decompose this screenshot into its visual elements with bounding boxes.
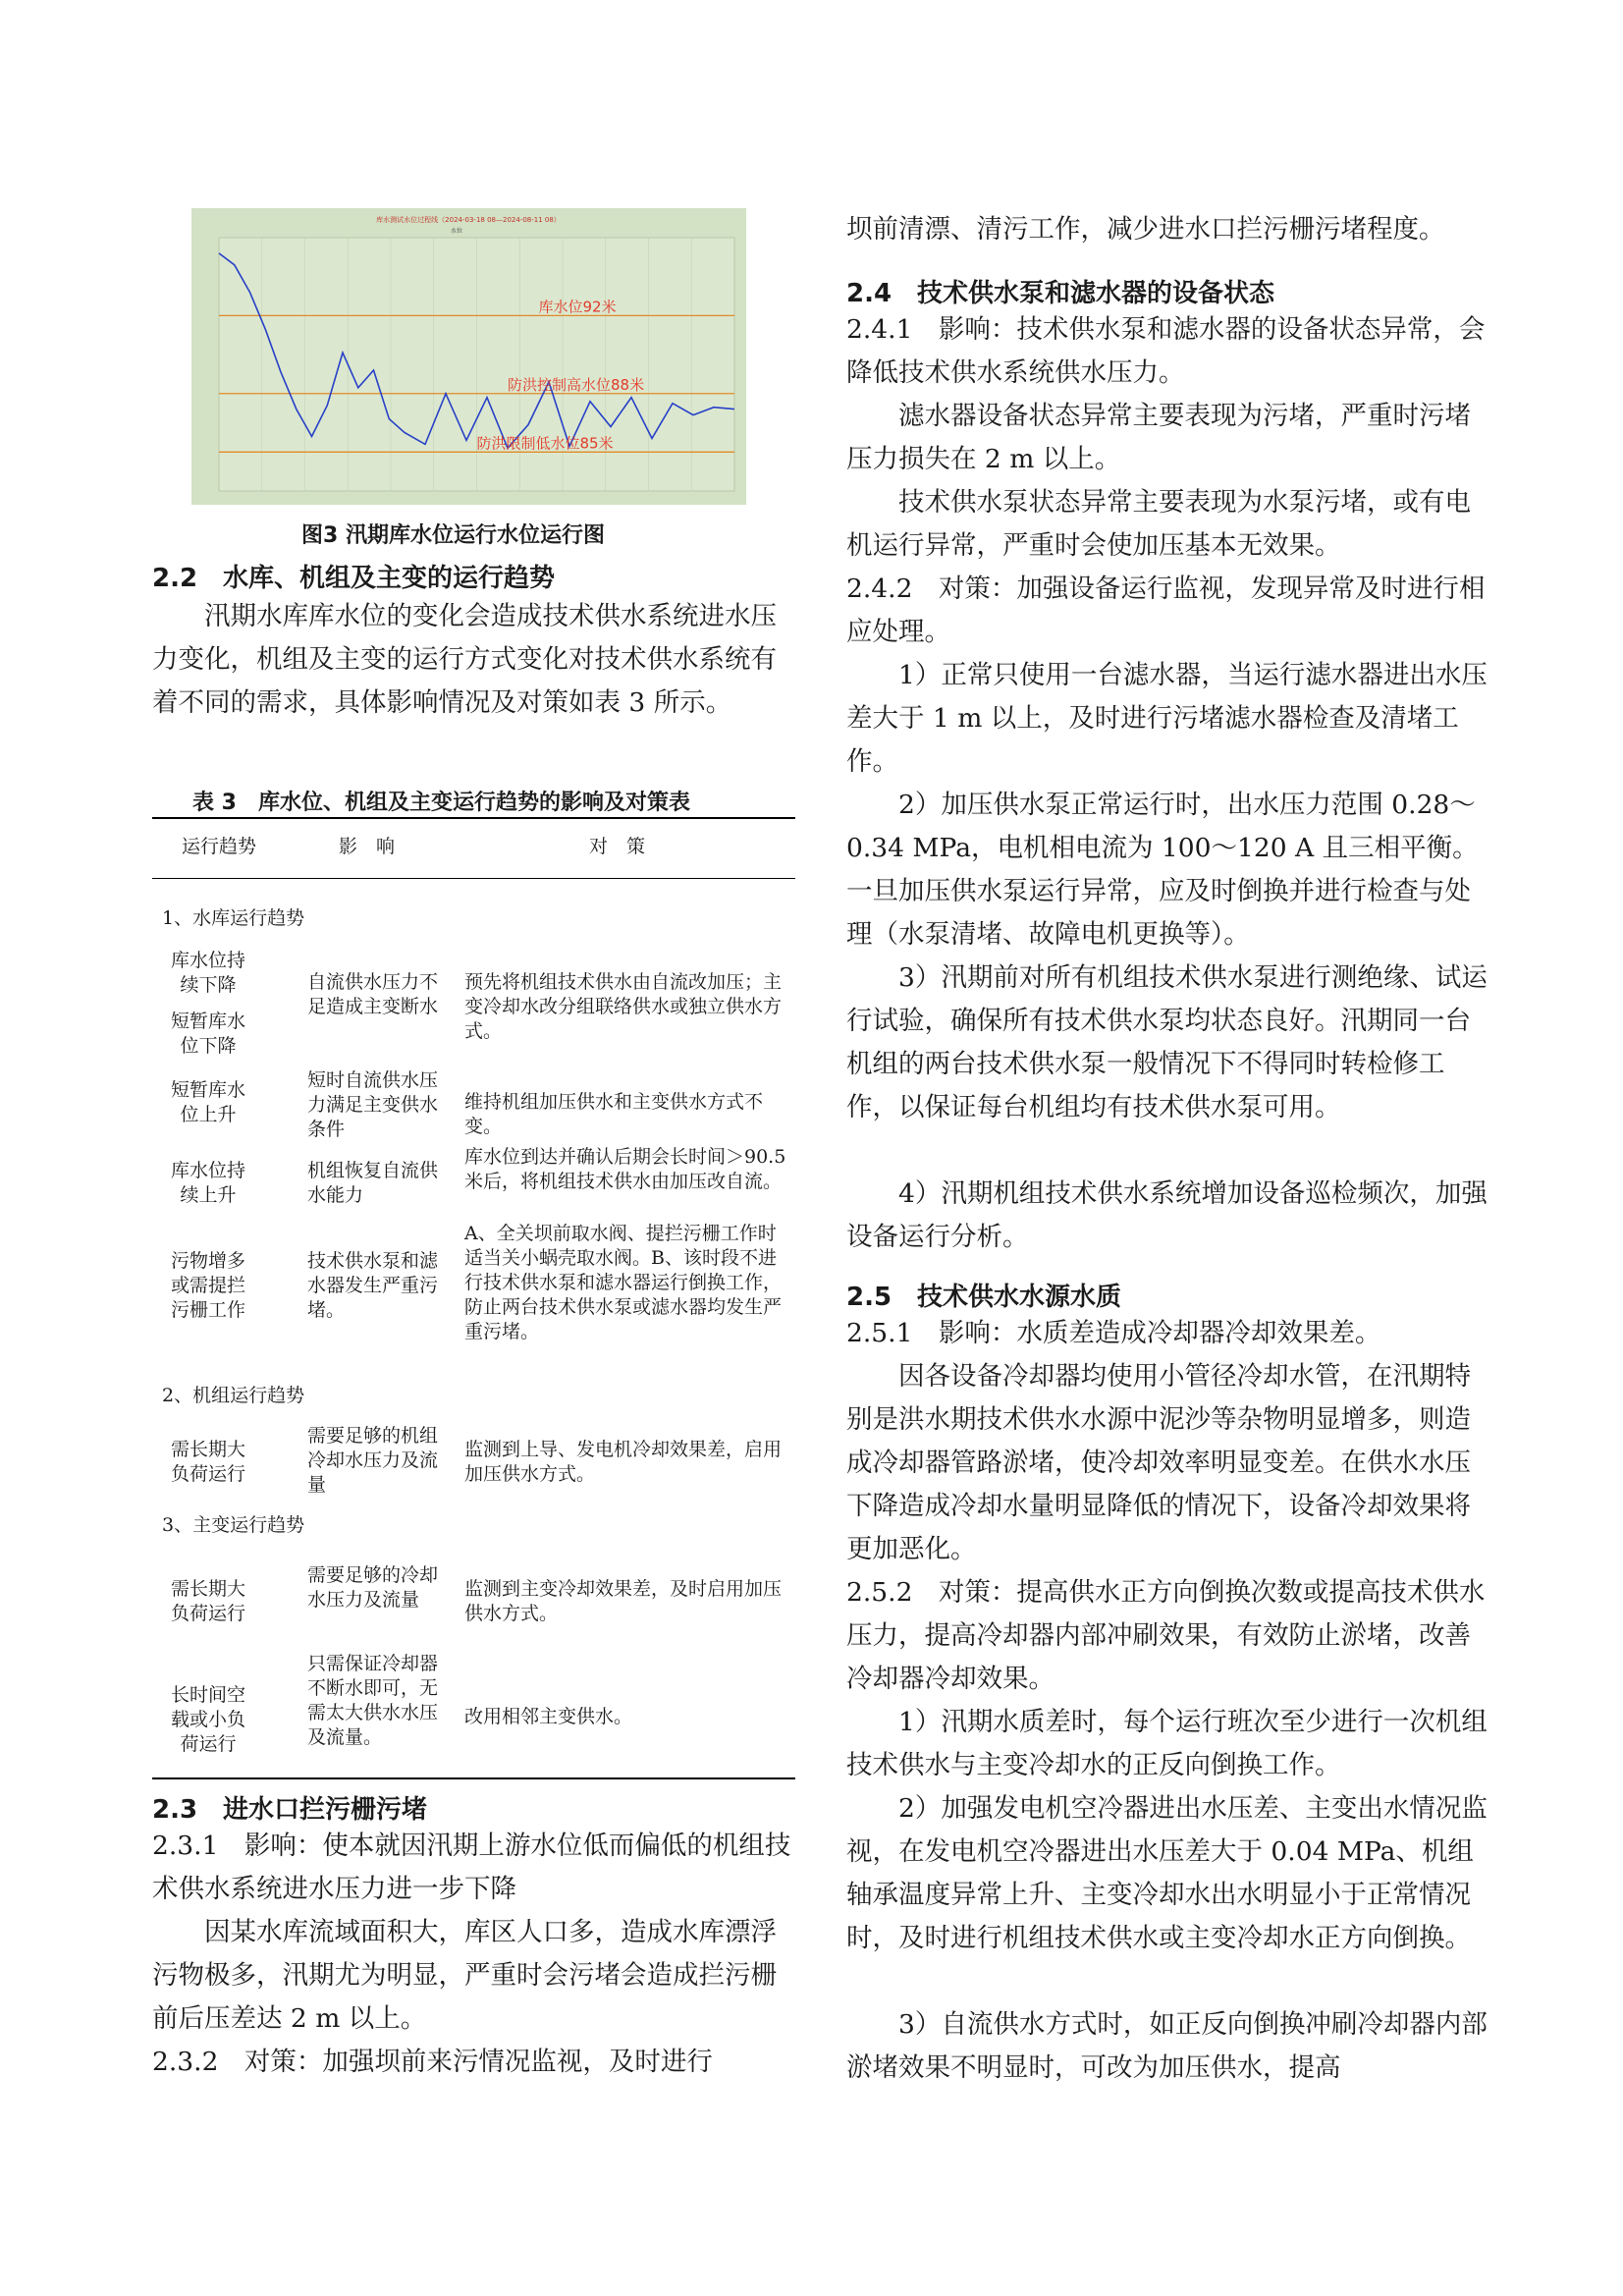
section-2-5-1: 2.5.1 影响：水质差造成冷却器冷却效果差。 xyxy=(846,1318,1381,1348)
pump-paragraph: 技术供水泵状态异常主要表现为水泵污堵，或有电机运行异常，严重时会使加压基本无效果。 xyxy=(846,487,1471,561)
r3-trend: 短暂库水位上升 xyxy=(170,1079,245,1125)
r4-trend: 库水位持续上升 xyxy=(170,1160,245,1206)
r1-measure: 预先将机组技术供水由自流改加压；主变冷却水改分组联络供水或独立供水方式。 xyxy=(464,971,783,1042)
section-2-3-1-paragraph: 因某水库流域面积大，库区人口多，造成水库漂浮污物极多，汛期尤为明显，严重时会污堵会造成拦污栅前后压差达 2 m 以上。 xyxy=(152,1917,777,2034)
th-effect: 影 响 xyxy=(339,836,396,857)
measure-item-1: 1）正常只使用一台滤水器，当运行滤水器进出水压差大于 1 m 以上，及时进行污堵滤水器检查及清堵工作。 xyxy=(846,660,1488,777)
r6-trend: 需长期大负荷运行 xyxy=(170,1439,245,1485)
continued-text: 坝前清漂、清污工作，减少进水口拦污栅污堵程度。 xyxy=(846,214,1445,245)
section-2-4-1: 2.4.1 影响：技术供水泵和滤水器的设备状态异常，会降低技术供水系统供水压力。 xyxy=(846,314,1486,388)
r7-measure: 监测到主变冷却效果差，及时启用加压供水方式。 xyxy=(464,1578,783,1624)
r6-effect: 需要足够的机组冷却水压力及流量 xyxy=(307,1425,439,1496)
section-2-5-title: 2.5 技术供水水源水质 xyxy=(846,1283,1122,1312)
table-section-1: 1、水库运行趋势 xyxy=(162,907,305,929)
section-2-4-title: 2.4 技术供水泵和滤水器的设备状态 xyxy=(846,279,1275,308)
reference-line-label: 库水位92米 xyxy=(538,298,617,316)
water-quality-paragraph: 因各设备冷却器均使用小管径冷却水管，在汛期特别是洪水期技术供水水源中泥沙等杂物明显增多，则造成冷却器管路淤堵，使冷却效率明显变差。在供水水压下降造成冷却水量明显降低的情况下，设备冷却效果将更加恶化。 xyxy=(846,1361,1471,1564)
r1-trend: 库水位持续下降 xyxy=(170,950,245,996)
figure-3 xyxy=(191,208,746,505)
chart-title: 库水测试水位过程线（2024-03-18 08—2024-08-11 08） xyxy=(376,216,561,224)
r8-measure: 改用相邻主变供水。 xyxy=(464,1706,633,1727)
section-2-5-2: 2.5.2 对策：提高供水正方向倒换次数或提高技术供水压力，提高冷却器内部冲刷效果，有效防止淤堵，改善冷却器冷却效果。 xyxy=(846,1577,1486,1694)
figure-caption: 图3 汛期库水位运行水位运行图 xyxy=(301,523,605,548)
r6-measure: 监测到上导、发电机冷却效果差，启用加压供水方式。 xyxy=(464,1439,783,1485)
r8-effect: 只需保证冷却器不断水即可，无需太大供水水压及流量。 xyxy=(307,1653,439,1748)
r3-measure: 维持机组加压供水和主变供水方式不变。 xyxy=(464,1091,764,1137)
r5-effect: 技术供水泵和滤水器发生严重污堵。 xyxy=(307,1250,439,1321)
r3-effect: 短时自流供水压力满足主变供水条件 xyxy=(307,1069,439,1140)
r4-measure: 库水位到达并确认后期会长时间＞90.5米后，将机组技术供水由加压改自流。 xyxy=(464,1146,786,1192)
reference-line-label: 防洪控制高水位88米 xyxy=(508,375,645,394)
water-measure-1: 1）汛期水质差时，每个运行班次至少进行一次机组技术供水与主变冷却水的正反向倒换工作。 xyxy=(846,1707,1488,1780)
measure-item-2: 2）加压供水泵正常运行时，出水压力范围 0.28～0.34 MPa，电机相电流为 100～120 A 且三相平衡。一旦加压供水泵运行异常，应及时倒换并进行检查与处理（水泵清堵、故障电机更换等）。 xyxy=(846,790,1479,950)
section-2-3-1: 2.3.1 影响：使本就因汛期上游水位低而偏低的机组技术供水系统进水压力进一步下降 xyxy=(152,1831,791,1904)
section-2-3-title: 2.3 进水口拦污栅污堵 xyxy=(152,1795,428,1825)
th-measure: 对 策 xyxy=(589,836,646,857)
measure-item-3: 3）汛期前对所有机组技术供水泵进行测绝缘、试运行试验，确保所有技术供水泵均状态良好。汛期同一台机组的两台技术供水泵一般情况下不得同时转检修工作，以保证每台机组均有技术供水泵可用。 xyxy=(846,962,1488,1122)
filter-paragraph: 滤水器设备状态异常主要表现为污堵，严重时污堵压力损失在 2 m 以上。 xyxy=(846,401,1471,474)
r7-effect: 需要足够的冷却水压力及流量 xyxy=(307,1564,439,1611)
section-2-3-2: 2.3.2 对策：加强坝前来污情况监视，及时进行 xyxy=(152,2047,713,2077)
r8-trend: 长时间空载或小负荷运行 xyxy=(170,1684,245,1755)
r1-effect: 自流供水压力不足造成主变断水 xyxy=(307,971,439,1017)
r4-effect: 机组恢复自流供水能力 xyxy=(307,1160,439,1206)
water-measure-2: 2）加强发电机空冷器进出水压差、主变出水情况监视，在发电机空冷器进出水压差大于 0.04 MPa、机组轴承温度异常上升、主变冷却水出水明显小于正常情况时，及时进行机组技术供水或主变冷却水正方向倒换。 xyxy=(846,1793,1488,1953)
r5-trend: 污物增多或需提拦污栅工作 xyxy=(170,1250,245,1321)
measure-item-4: 4）汛期机组技术供水系统增加设备巡检频次，加强设备运行分析。 xyxy=(846,1178,1488,1252)
table-section-2: 2、机组运行趋势 xyxy=(162,1385,305,1406)
table-3-caption: 表 3 库水位、机组及主变运行趋势的影响及对策表 xyxy=(192,791,690,815)
reference-line-label: 防洪限制低水位85米 xyxy=(476,434,614,453)
water-measure-3: 3）自流供水方式时，如正反向倒换冲刷冷却器内部淤堵效果不明显时，可改为加压供水，提高 xyxy=(846,2009,1488,2083)
section-2-2-paragraph: 汛期水库库水位的变化会造成技术供水系统进水压力变化，机组及主变的运行方式变化对技术供水系统有着不同的需求，具体影响情况及对策如表 3 所示。 xyxy=(152,601,777,718)
th-trend: 运行趋势 xyxy=(182,836,257,857)
table-3 xyxy=(152,811,795,1780)
r2-trend: 短暂库水位下降 xyxy=(170,1011,245,1057)
table-section-3: 3、主变运行趋势 xyxy=(162,1514,305,1536)
water-level-chart xyxy=(191,208,746,505)
r7-trend: 需长期大负荷运行 xyxy=(170,1578,245,1624)
r5-measure: A、全关坝前取水阀、提拦污栅工作时适当关小蜗壳取水阀。B、该时段不进行技术供水泵和滤水器运行倒换工作，防止两台技术供水泵或滤水器均发生严重污堵。 xyxy=(464,1223,783,1342)
section-2-4-2: 2.4.2 对策：加强设备运行监视，发现异常及时进行相应处理。 xyxy=(846,574,1486,647)
chart-legend: 水位 xyxy=(450,228,463,235)
section-2-2-title: 2.2 水库、机组及主变的运行趋势 xyxy=(152,564,556,593)
